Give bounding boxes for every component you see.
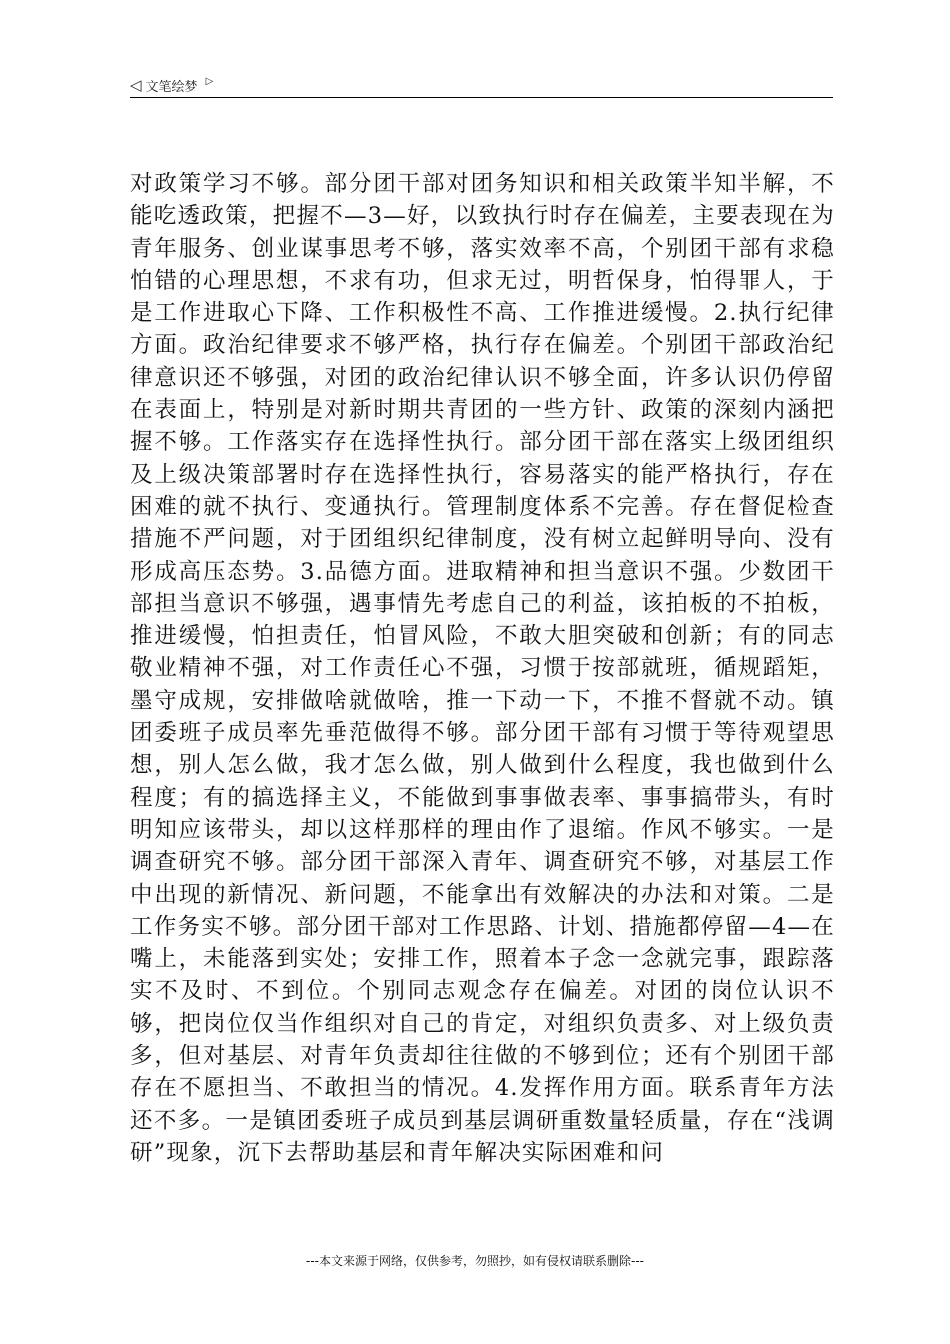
triangle-left-icon: ◁ — [130, 75, 142, 94]
body-paragraph: 对政策学习不够。部分团干部对团务知识和相关政策半知半解，不能吃透政策，把握不—3—好，以致执行时存在偏差，主要表现在为青年服务、创业谋事思考不够，落实效率不高，个别团干部有求稳怕错的心理思想，不求有功，但求无过，明哲保身，怕得罪人，于是工作进取心下降、工作积极性不高、工作推进缓慢。2.执行纪律方面。政治纪律要求不够严格，执行存在偏差。个别团干部政治纪律意识还不够强，对团的政治纪律认识不够全面，许多认识仍停留在表面上，特别是对新时期共青团的一些方针、政策的深刻内涵把握不够。工作落实存在选择性执行。部分团干部在落实上级团组织及上级决策部署时存在选择性执行，容易落实的能严格执行，存在困难的就不执行、变通执行。管理制度体系不完善。存在督促检查措施不严问题，对于团组织纪律制度，没有树立起鲜明导向、没有形成高压态势。3.品德方面。进取精神和担当意识不强。少数团干部担当意识不够强，遇事情先考虑自己的利益，该拍板的不拍板，推进缓慢，怕担责任，怕冒风险，不敢大胆突破和创新；有的同志敬业精神不强，对工作责任心不强，习惯于按部就班，循规蹈矩，墨守成规，安排做啥就做啥，推一下动一下，不推不督就不动。镇团委班子成员率先垂范做得不够。部分团干部有习惯于等待观望思想，别人怎么做，我才怎么做，别人做到什么程度，我也做到什么程度；有的搞选择主义，不能做到事事做表率、事事搞带头，有时明知应该带头，却以这样那样的理由作了退缩。作风不够实。一是调查研究不够。部分团干部深入青年、调查研究不够，对基层工作中出现的新情况、新问题，不能拿出有效解决的办法和对策。二是工作务实不够。部分团干部对工作思路、计划、措施都停留—4—在嘴上，未能落到实处；安排工作，照着本子念一念就完事，跟踪落实不及时、不到位。个别同志观念存在偏差。对团的岗位认识不够，把岗位仅当作组织对自己的肯定，对组织负责多、对上级负责多，但对基层、对青年负责却往往做的不够到位；还有个别团干部存在不愿担当、不敢担当的情况。4.发挥作用方面。联系青年方法还不多。一是镇团委班子成员到基层调研重数量轻质量，存在“浅调研”现象，沉下去帮助基层和青年解决实际困难和问 — [130, 171, 835, 1166]
header-divider — [130, 97, 833, 98]
header-title: 文笔绘梦 — [145, 79, 198, 95]
footer-disclaimer: ---本文来源于网络，仅供参考，勿照抄，如有侵权请联系删除--- — [306, 1254, 644, 1268]
page-header — [130, 74, 830, 96]
triangle-right-icon: ▷ — [205, 76, 214, 87]
